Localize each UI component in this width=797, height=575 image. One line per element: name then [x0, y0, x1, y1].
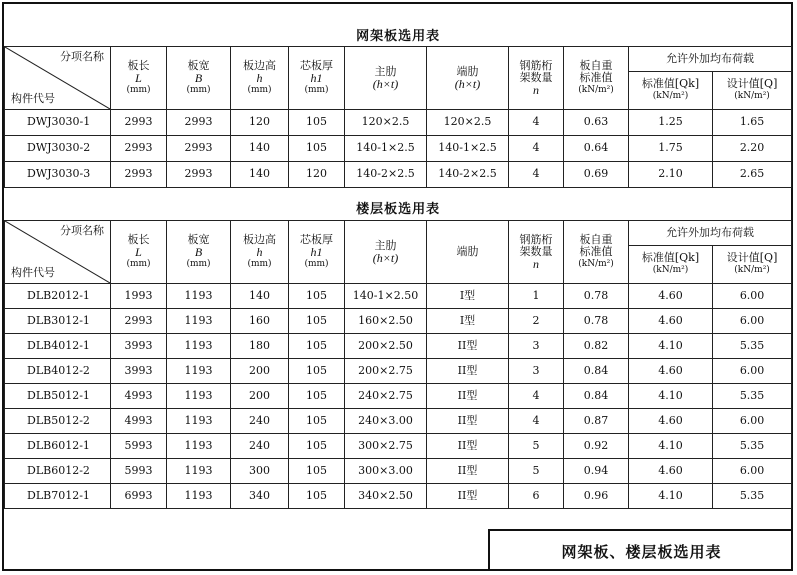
table1-col-core: 芯板厚 h1 (mm): [289, 46, 345, 109]
table2-title: 楼层板选用表: [5, 200, 792, 220]
table-row: [5, 109, 792, 135]
table-cell: II型: [427, 408, 509, 433]
table-cell: 5993: [111, 458, 167, 483]
table-cell: 2993: [167, 135, 231, 161]
component-code: DLB6012-2: [5, 458, 111, 483]
table-cell: 6.00: [713, 458, 792, 483]
component-code: DLB5012-1: [5, 383, 111, 408]
table2-corner-header: [5, 220, 111, 283]
table-cell: II型: [427, 358, 509, 383]
table-cell: 5.35: [713, 483, 792, 508]
table-cell: 0.78: [564, 283, 629, 308]
table-cell: 1193: [167, 408, 231, 433]
table1-col-selfweight: 板自重 标准值 (kN/m²): [564, 46, 629, 109]
table-cell: 105: [289, 408, 345, 433]
table1-col-edge: 板边高 h (mm): [231, 46, 289, 109]
table-row: [5, 433, 792, 458]
table-cell: 0.87: [564, 408, 629, 433]
table-cell: II型: [427, 383, 509, 408]
table-cell: 4.10: [629, 333, 713, 358]
table-cell: 240×3.00: [345, 408, 427, 433]
table-cell: 1193: [167, 283, 231, 308]
table-row: [5, 308, 792, 333]
table-cell: 200: [231, 383, 289, 408]
table-cell: 2993: [167, 109, 231, 135]
table-cell: II型: [427, 483, 509, 508]
table-cell: 140-1×2.5: [427, 135, 509, 161]
table-cell: 5.35: [713, 433, 792, 458]
table-cell: 105: [289, 135, 345, 161]
table-cell: 105: [289, 458, 345, 483]
table2-item-label: 分项名称: [60, 223, 104, 237]
table2-col-design: 设计值[Q] (kN/m²): [713, 245, 792, 283]
table-cell: 0.64: [564, 135, 629, 161]
table-cell: 0.92: [564, 433, 629, 458]
table-cell: 0.96: [564, 483, 629, 508]
table1-code-label: 构件代号: [11, 91, 55, 105]
table-cell: 0.63: [564, 109, 629, 135]
table-cell: 105: [289, 308, 345, 333]
table-cell: 1193: [167, 383, 231, 408]
table-cell: 0.82: [564, 333, 629, 358]
table-cell: 1193: [167, 358, 231, 383]
component-code: DLB7012-1: [5, 483, 111, 508]
table-cell: 3993: [111, 333, 167, 358]
component-code: DLB3012-1: [5, 308, 111, 333]
table-row: [5, 161, 792, 187]
table-cell: 300: [231, 458, 289, 483]
truss-panel-table: [4, 28, 792, 188]
table-cell: 1.75: [629, 135, 713, 161]
table-cell: 340×2.50: [345, 483, 427, 508]
table-cell: 120: [289, 161, 345, 187]
table-cell: 3993: [111, 358, 167, 383]
table-row: [5, 483, 792, 508]
table-cell: 105: [289, 483, 345, 508]
table1-col-length: 板长 L (mm): [111, 46, 167, 109]
table-cell: 1.65: [713, 109, 792, 135]
table-cell: 240: [231, 408, 289, 433]
table-cell: 140-1×2.5: [345, 135, 427, 161]
table2-col-allow-load: 允许外加均布荷载: [629, 220, 792, 245]
table-cell: 2993: [111, 161, 167, 187]
table-cell: I型: [427, 308, 509, 333]
table-cell: 105: [289, 283, 345, 308]
table-cell: 4: [509, 383, 564, 408]
table-cell: 6993: [111, 483, 167, 508]
table1-item-label: 分项名称: [60, 49, 104, 63]
table-row: [5, 408, 792, 433]
component-code: DWJ3030-1: [5, 109, 111, 135]
table-cell: 1193: [167, 458, 231, 483]
table-cell: 2993: [111, 135, 167, 161]
table-cell: 2993: [111, 308, 167, 333]
table-cell: 2.20: [713, 135, 792, 161]
table-cell: 0.69: [564, 161, 629, 187]
table-cell: 120×2.5: [345, 109, 427, 135]
component-code: DLB2012-1: [5, 283, 111, 308]
table1-col-allow-load: 允许外加均布荷载: [629, 46, 792, 71]
component-code: DWJ3030-2: [5, 135, 111, 161]
table-cell: 4.10: [629, 483, 713, 508]
table2-col-selfweight: 板自重 标准值 (kN/m²): [564, 220, 629, 283]
floor-panel-table: [4, 200, 792, 509]
table-cell: 240×2.75: [345, 383, 427, 408]
table-cell: 140-1×2.50: [345, 283, 427, 308]
table2-col-length: 板长 L (mm): [111, 220, 167, 283]
table-cell: 3: [509, 358, 564, 383]
table-cell: 5993: [111, 433, 167, 458]
component-code: DLB4012-2: [5, 358, 111, 383]
table-cell: 2.10: [629, 161, 713, 187]
table-cell: 105: [289, 358, 345, 383]
table-row: [5, 135, 792, 161]
table-cell: 5.35: [713, 383, 792, 408]
table-cell: 0.84: [564, 383, 629, 408]
table-cell: 4993: [111, 408, 167, 433]
table-cell: 2993: [167, 161, 231, 187]
table-cell: 0.94: [564, 458, 629, 483]
table-cell: 4.60: [629, 458, 713, 483]
table-cell: 1193: [167, 483, 231, 508]
table-cell: 200×2.50: [345, 333, 427, 358]
table-cell: 3: [509, 333, 564, 358]
table-cell: 140: [231, 161, 289, 187]
table-cell: 200×2.75: [345, 358, 427, 383]
table-cell: 300×3.00: [345, 458, 427, 483]
table2-col-main-rib: 主肋 (h×t): [345, 220, 427, 283]
table-cell: 105: [289, 333, 345, 358]
table-cell: II型: [427, 433, 509, 458]
table-cell: 5: [509, 458, 564, 483]
table1-col-design: 设计值[Q] (kN/m²): [713, 71, 792, 109]
table-cell: 4.60: [629, 283, 713, 308]
table-cell: 200: [231, 358, 289, 383]
table-cell: 6.00: [713, 358, 792, 383]
table-cell: II型: [427, 333, 509, 358]
table-cell: 4: [509, 135, 564, 161]
table-cell: 4.10: [629, 433, 713, 458]
table-cell: 2: [509, 308, 564, 333]
table2-col-width: 板宽 B (mm): [167, 220, 231, 283]
table-cell: 0.78: [564, 308, 629, 333]
table-cell: 1.25: [629, 109, 713, 135]
table-row: [5, 358, 792, 383]
table-cell: 140: [231, 283, 289, 308]
table-cell: 1193: [167, 333, 231, 358]
table-cell: 120×2.5: [427, 109, 509, 135]
table2-col-end-rib: 端肋: [427, 220, 509, 283]
table1-col-main-rib: 主肋 (h×t): [345, 46, 427, 109]
table2-col-core: 芯板厚 h1 (mm): [289, 220, 345, 283]
table-cell: 1193: [167, 308, 231, 333]
table2-col-edge: 板边高 h (mm): [231, 220, 289, 283]
table2-col-truss: 钢筋桁 架数量 n: [509, 220, 564, 283]
table-cell: II型: [427, 458, 509, 483]
table1-col-width: 板宽 B (mm): [167, 46, 231, 109]
table-cell: 6.00: [713, 283, 792, 308]
table-cell: 105: [289, 433, 345, 458]
table1-corner-header: [5, 46, 111, 109]
component-code: DLB5012-2: [5, 408, 111, 433]
table-row: [5, 383, 792, 408]
table-cell: 180: [231, 333, 289, 358]
table-cell: 240: [231, 433, 289, 458]
table-cell: 4.10: [629, 383, 713, 408]
table-row: [5, 458, 792, 483]
table-cell: 105: [289, 383, 345, 408]
table-cell: 140-2×2.5: [427, 161, 509, 187]
table-cell: 4.60: [629, 358, 713, 383]
table-cell: 1993: [111, 283, 167, 308]
table-cell: 4: [509, 408, 564, 433]
table-cell: 1: [509, 283, 564, 308]
table-cell: 4993: [111, 383, 167, 408]
table-cell: 5: [509, 433, 564, 458]
table-cell: 1193: [167, 433, 231, 458]
table-cell: 6: [509, 483, 564, 508]
table-cell: 5.35: [713, 333, 792, 358]
table-cell: 140: [231, 135, 289, 161]
table-cell: 4.60: [629, 308, 713, 333]
table-cell: I型: [427, 283, 509, 308]
table-cell: 140-2×2.5: [345, 161, 427, 187]
table-cell: 4.60: [629, 408, 713, 433]
component-code: DWJ3030-3: [5, 161, 111, 187]
table-cell: 300×2.75: [345, 433, 427, 458]
component-code: DLB4012-1: [5, 333, 111, 358]
component-code: DLB6012-1: [5, 433, 111, 458]
table-cell: 6.00: [713, 308, 792, 333]
table-row: [5, 283, 792, 308]
table-cell: 340: [231, 483, 289, 508]
table1-title: 网架板选用表: [5, 28, 792, 46]
table-cell: 4: [509, 161, 564, 187]
table-cell: 0.84: [564, 358, 629, 383]
table-cell: 2.65: [713, 161, 792, 187]
table1-col-std: 标准值[Qk] (kN/m²): [629, 71, 713, 109]
table-cell: 4: [509, 109, 564, 135]
table1-col-end-rib: 端肋 (h×t): [427, 46, 509, 109]
drawing-caption: 网架板、楼层板选用表: [488, 529, 793, 571]
table-cell: 105: [289, 109, 345, 135]
table-cell: 160: [231, 308, 289, 333]
table2-col-std: 标准值[Qk] (kN/m²): [629, 245, 713, 283]
table-cell: 6.00: [713, 408, 792, 433]
table2-code-label: 构件代号: [11, 265, 55, 279]
table1-col-truss: 钢筋桁 架数量 n: [509, 46, 564, 109]
table-row: [5, 333, 792, 358]
table-cell: 120: [231, 109, 289, 135]
table-cell: 2993: [111, 109, 167, 135]
table-cell: 160×2.50: [345, 308, 427, 333]
